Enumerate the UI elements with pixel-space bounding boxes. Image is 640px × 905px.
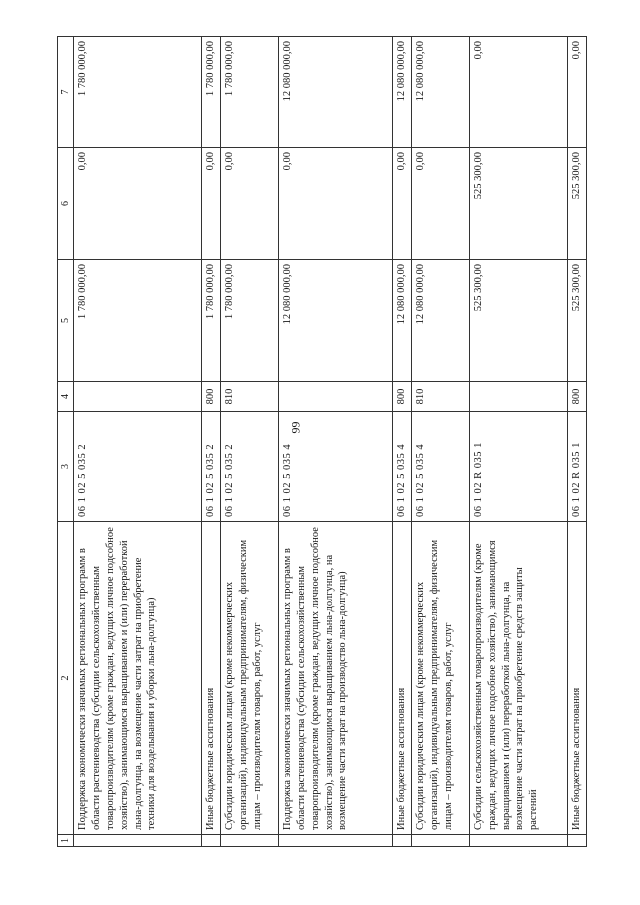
row-vr: 800 — [393, 382, 412, 412]
table-row — [74, 37, 202, 847]
row-amount-5: 12 080 000,00 — [393, 260, 412, 382]
page-number: 99 — [288, 421, 303, 434]
row-amount-6: 0,00 — [202, 148, 221, 260]
table-row — [279, 37, 393, 847]
table-row — [469, 37, 567, 847]
row-index-cell — [567, 835, 586, 847]
row-vr — [74, 382, 202, 412]
row-description: Поддержка экономически значимых региональных программ в области растениеводства (субсидии сельскохозяйственным товаропроизводителям (кроме граждан, ведущих личное подсобное хозяйство), занимающимся выращиванием и (или) переработкой льна-долгунца, на возмещение части затрат на приобретение техники для возделывания и уборки льна-долгунца) — [74, 522, 202, 835]
row-amount-6: 525 300,00 — [469, 148, 567, 260]
row-vr: 800 — [202, 382, 221, 412]
budget-table — [57, 36, 587, 847]
row-amount-6: 0,00 — [221, 148, 279, 260]
rotated-sheet — [57, 37, 612, 847]
col-number-3: 3 — [58, 412, 74, 522]
row-index-cell — [393, 835, 412, 847]
table-row — [221, 37, 279, 847]
row-code: 06 1 02 5 035 2 — [221, 412, 279, 522]
row-amount-6: 525 300,00 — [567, 148, 586, 260]
row-amount-6: 0,00 — [279, 148, 393, 260]
row-description: Иные бюджетные ассигнования — [393, 522, 412, 835]
row-description: Поддержка экономически значимых региональных программ в области растениеводства (субсидии сельскохозяйственным товаропроизводителям (кроме граждан, ведущих личное подсобное хозяйство), занимающимся выращиванием льна-долгунца, на возмещение части затрат на производство льна-долгунца) — [279, 522, 393, 835]
row-amount-7: 1 780 000,00 — [202, 37, 221, 148]
col-number-4: 4 — [58, 382, 74, 412]
row-amount-5: 1 780 000,00 — [202, 260, 221, 382]
row-index-cell — [411, 835, 469, 847]
row-index-cell — [202, 835, 221, 847]
row-vr — [279, 382, 393, 412]
col-number-2: 2 — [58, 522, 74, 835]
row-amount-5: 525 300,00 — [567, 260, 586, 382]
col-number-7: 7 — [58, 37, 74, 148]
row-code: 06 1 02 5 035 2 — [202, 412, 221, 522]
row-amount-5: 1 780 000,00 — [74, 260, 202, 382]
row-index-cell — [469, 835, 567, 847]
col-number-6: 6 — [58, 148, 74, 260]
row-amount-6: 0,00 — [411, 148, 469, 260]
column-number-row — [58, 37, 74, 847]
row-vr: 810 — [411, 382, 469, 412]
row-amount-5: 12 080 000,00 — [411, 260, 469, 382]
row-code: 06 1 02 R 035 1 — [469, 412, 567, 522]
row-vr: 810 — [221, 382, 279, 412]
col-number-1: 1 — [58, 835, 74, 847]
row-code: 06 1 02 R 035 1 — [567, 412, 586, 522]
row-index-cell — [279, 835, 393, 847]
row-amount-7: 1 780 000,00 — [221, 37, 279, 148]
row-code: 06 1 02 5 035 4 — [393, 412, 412, 522]
row-amount-7: 12 080 000,00 — [279, 37, 393, 148]
row-code: 06 1 02 5 035 2 — [74, 412, 202, 522]
row-vr: 800 — [567, 382, 586, 412]
row-description: Иные бюджетные ассигнования — [202, 522, 221, 835]
row-amount-7: 12 080 000,00 — [411, 37, 469, 148]
row-amount-7: 12 080 000,00 — [393, 37, 412, 148]
row-amount-6: 0,00 — [74, 148, 202, 260]
row-vr — [469, 382, 567, 412]
row-description: Иные бюджетные ассигнования — [567, 522, 586, 835]
row-code: 06 1 02 5 035 4 — [411, 412, 469, 522]
row-amount-5: 1 780 000,00 — [221, 260, 279, 382]
row-index-cell — [74, 835, 202, 847]
table-row — [567, 37, 586, 847]
row-index-cell — [221, 835, 279, 847]
row-amount-7: 0,00 — [567, 37, 586, 148]
row-amount-7: 0,00 — [469, 37, 567, 148]
row-description: Субсидии юридическим лицам (кроме некоммерческих организаций), индивидуальным предпринимателям, физическим лицам – производителям товаров, работ, услуг — [221, 522, 279, 835]
row-description: Субсидии сельскохозяйственным товаропроизводителям (кроме граждан, ведущих личное подсобное хозяйство), занимающимся выращиванием и (или) переработкой льна-долгунца, на возмещение части затрат на приобретение средств защиты растений — [469, 522, 567, 835]
row-amount-6: 0,00 — [393, 148, 412, 260]
row-description: Субсидии юридическим лицам (кроме некоммерческих организаций), индивидуальным предпринимателям, физическим лицам – производителям товаров, работ, услуг — [411, 522, 469, 835]
row-amount-5: 12 080 000,00 — [279, 260, 393, 382]
table-row — [411, 37, 469, 847]
table-row — [202, 37, 221, 847]
table-row — [393, 37, 412, 847]
row-amount-7: 1 780 000,00 — [74, 37, 202, 148]
row-amount-5: 525 300,00 — [469, 260, 567, 382]
row-code: 06 1 02 5 035 4 — [279, 412, 393, 522]
col-number-5: 5 — [58, 260, 74, 382]
